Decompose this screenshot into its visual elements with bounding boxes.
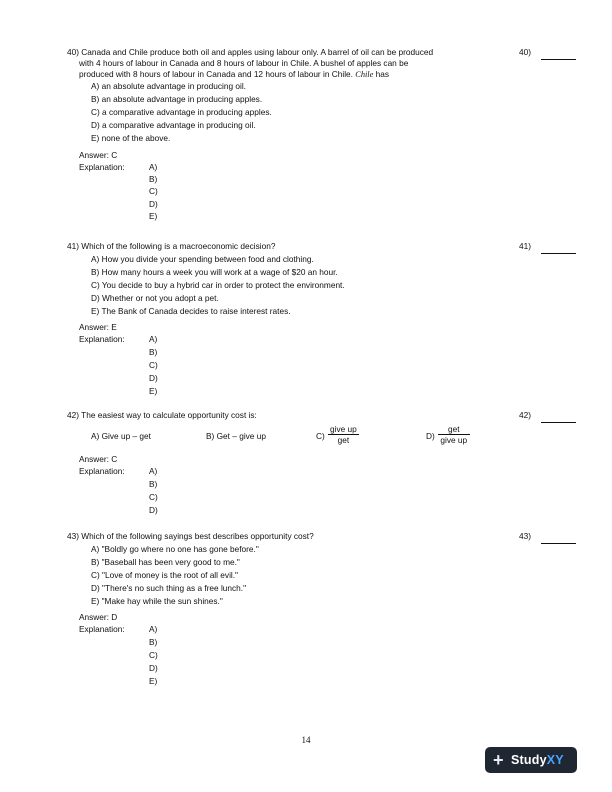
answer-blank[interactable] bbox=[541, 59, 576, 60]
explanation-label: Explanation: bbox=[79, 334, 125, 344]
explanation-letter: A) bbox=[149, 624, 158, 634]
answer-line: Answer: E bbox=[79, 322, 117, 332]
margin-number: 43) bbox=[519, 531, 531, 541]
explanation-letter: B) bbox=[149, 347, 158, 357]
stem-text: produced with 8 hours of labour in Canada and 12 hours of labour in Chile. bbox=[79, 69, 353, 79]
explanation-label: Explanation: bbox=[79, 466, 125, 476]
margin-number: 40) bbox=[519, 47, 531, 57]
option-c: C) You decide to buy a hybrid car in order to protect the environment. bbox=[91, 280, 345, 290]
option-c: C) a comparative advantage in producing apples. bbox=[91, 107, 272, 117]
option-c-label: C) bbox=[316, 431, 325, 441]
fraction-denominator: get bbox=[337, 435, 350, 446]
logo-text bbox=[511, 754, 564, 767]
explanation-letter: A) bbox=[149, 162, 158, 172]
explanation-letter: A) bbox=[149, 466, 158, 476]
question-stem-line bbox=[79, 70, 389, 79]
option-a: A) an absolute advantage in producing oil. bbox=[91, 81, 246, 91]
answer-blank[interactable] bbox=[541, 422, 576, 423]
option-d: D) "There's no such thing as a free lunch." bbox=[91, 583, 247, 593]
fraction-numerator: get bbox=[438, 425, 470, 435]
explanation-letter: D) bbox=[149, 199, 158, 209]
stem-italic-word: Chile bbox=[355, 70, 374, 79]
answer-line: Answer: C bbox=[79, 150, 118, 160]
option-b: B) Get – give up bbox=[206, 431, 266, 441]
logo-prefix: Study bbox=[511, 753, 547, 767]
plus-icon: + bbox=[493, 750, 504, 770]
answer-line: Answer: D bbox=[79, 612, 118, 622]
answer-blank[interactable] bbox=[541, 253, 576, 254]
question-stem-line: 40) Canada and Chile produce both oil and apples using labour only. A barrel of oil can be produced bbox=[67, 47, 434, 57]
explanation-letter: C) bbox=[149, 492, 158, 502]
explanation-letter: D) bbox=[149, 505, 158, 515]
fraction-denominator: give up bbox=[440, 435, 468, 446]
question-stem: 43) Which of the following sayings best describes opportunity cost? bbox=[67, 531, 314, 541]
option-e: E) The Bank of Canada decides to raise interest rates. bbox=[91, 306, 291, 316]
option-d: D) a comparative advantage in producing oil. bbox=[91, 120, 256, 130]
explanation-label: Explanation: bbox=[79, 162, 125, 172]
stem-tail: has bbox=[375, 69, 389, 79]
margin-number: 41) bbox=[519, 241, 531, 251]
margin-number: 42) bbox=[519, 410, 531, 420]
explanation-letter: B) bbox=[149, 174, 158, 184]
option-b: B) an absolute advantage in producing apples. bbox=[91, 94, 263, 104]
explanation-letter: B) bbox=[149, 637, 158, 647]
option-c-fraction bbox=[328, 425, 359, 445]
option-b: B) "Baseball has been very good to me." bbox=[91, 557, 240, 567]
explanation-letter: E) bbox=[149, 211, 158, 221]
option-d: D) Whether or not you adopt a pet. bbox=[91, 293, 219, 303]
option-a: A) How you divide your spending between food and clothing. bbox=[91, 254, 314, 264]
explanation-letter: E) bbox=[149, 386, 158, 396]
option-a: A) Give up – get bbox=[91, 431, 151, 441]
logo-suffix: XY bbox=[546, 753, 564, 767]
studyxy-logo[interactable] bbox=[485, 747, 577, 773]
fraction-numerator: give up bbox=[330, 424, 357, 434]
explanation-letter: C) bbox=[149, 360, 158, 370]
answer-line: Answer: C bbox=[79, 454, 118, 464]
explanation-letter: E) bbox=[149, 676, 158, 686]
question-stem: 42) The easiest way to calculate opportunity cost is: bbox=[67, 410, 257, 420]
explanation-label: Explanation: bbox=[79, 624, 125, 634]
explanation-letter: D) bbox=[149, 663, 158, 673]
option-d-fraction bbox=[438, 425, 470, 445]
option-c: C) "Love of money is the root of all evil." bbox=[91, 570, 239, 580]
explanation-letter: B) bbox=[149, 479, 158, 489]
option-e: E) none of the above. bbox=[91, 133, 171, 143]
answer-blank[interactable] bbox=[541, 543, 576, 544]
option-d-label: D) bbox=[426, 431, 435, 441]
explanation-letter: D) bbox=[149, 373, 158, 383]
question-stem-line: with 4 hours of labour in Canada and 8 hours of labour in Chile. A bushel of apples can be bbox=[79, 58, 409, 68]
option-e: E) "Make hay while the sun shines." bbox=[91, 596, 223, 606]
explanation-letter: C) bbox=[149, 186, 158, 196]
page-number: 14 bbox=[301, 735, 311, 745]
explanation-letter: C) bbox=[149, 650, 158, 660]
option-b: B) How many hours a week you will work at a wage of $20 an hour. bbox=[91, 267, 338, 277]
explanation-letter: A) bbox=[149, 334, 158, 344]
option-a: A) "Boldly go where no one has gone before." bbox=[91, 544, 259, 554]
question-stem: 41) Which of the following is a macroeconomic decision? bbox=[67, 241, 276, 251]
